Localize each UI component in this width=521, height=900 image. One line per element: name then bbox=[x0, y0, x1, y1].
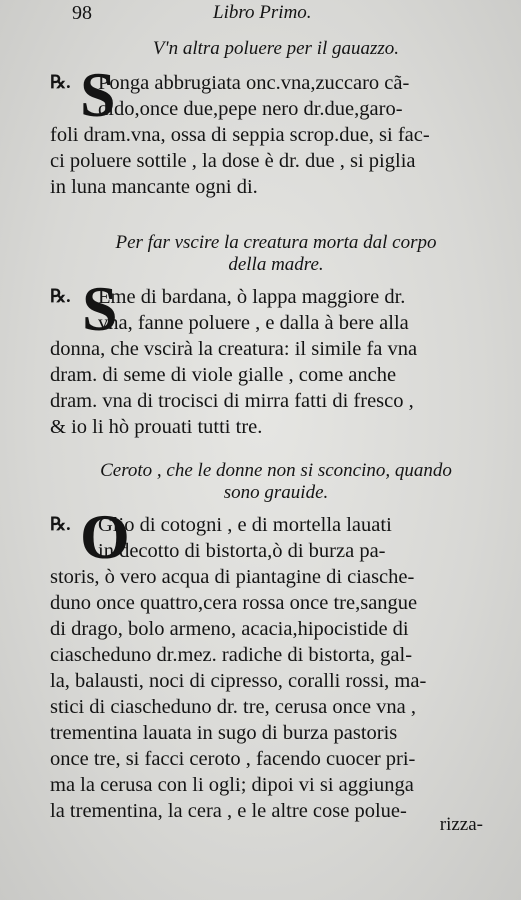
text-line: di drago, bolo armeno, acacia,hipocistide di bbox=[50, 618, 409, 640]
recipe-heading: della madre. bbox=[228, 254, 324, 275]
text-line: donna, che vscirà la creatura: il simile fa vna bbox=[50, 338, 418, 360]
text-line: dido,once due,pepe nero dr.due,garo- bbox=[98, 98, 403, 120]
recipe-section-3 bbox=[50, 460, 502, 824]
text-line: ciascheduno dr.mez. radiche di bistorta, gal- bbox=[50, 644, 413, 666]
recipe-heading: Per far vscire la creatura morta dal corpo bbox=[115, 232, 437, 253]
text-line: vna, fanne poluere , e dalla à bere alla bbox=[98, 312, 409, 334]
text-line: once tre, si facci ceroto , facendo cuocer pri- bbox=[50, 748, 416, 770]
recipe-symbol: ℞. bbox=[50, 72, 71, 92]
recipe-heading: Ceroto , che le donne non si sconcino, quando bbox=[100, 460, 452, 481]
text-line: trementina lauata in sugo di burza pastoris bbox=[50, 722, 398, 744]
recipe-heading: sono grauide. bbox=[223, 482, 329, 503]
text-line: dram. di seme di viole gialle , come anche bbox=[50, 364, 397, 386]
text-line: & io li hò prouati tutti tre. bbox=[50, 416, 263, 438]
drop-cap: O bbox=[80, 501, 130, 572]
drop-cap: S bbox=[82, 273, 118, 344]
text-line: Ponga abbrugiata onc.vna,zuccaro cã- bbox=[98, 72, 410, 94]
text-line: stici di ciascheduno dr. tre, cerusa once vna , bbox=[50, 696, 417, 718]
text-line: storis, ò vero acqua di piantagine di ciasche- bbox=[50, 566, 415, 588]
text-line: dram. vna di trocisci di mirra fatti di fresco , bbox=[50, 390, 414, 412]
text-line: la trementina, la cera , e le altre cose polue- bbox=[50, 800, 407, 822]
page-header bbox=[0, 2, 521, 26]
recipe-section-1 bbox=[50, 38, 502, 200]
text-line: Eme di bardana, ò lappa maggiore dr. bbox=[98, 286, 406, 308]
text-line: ma la cerusa con li ogli; dipoi vi si aggiunga bbox=[50, 774, 414, 796]
recipe-symbol: ℞. bbox=[50, 286, 71, 306]
drop-cap: S bbox=[80, 59, 116, 130]
text-line: in decotto di bistorta,ò di burza pa- bbox=[98, 540, 386, 562]
page-number: 98 bbox=[72, 2, 92, 24]
recipe-section-2 bbox=[50, 232, 502, 440]
text-line: ci poluere sottile , la dose è dr. due , si piglia bbox=[50, 150, 416, 172]
text-line: in luna mancante ogni di. bbox=[50, 176, 258, 198]
catchword: rizza- bbox=[439, 814, 483, 835]
text-line: foli dram.vna, ossa di seppia scrop.due, si fac- bbox=[50, 124, 430, 146]
recipe-symbol: ℞. bbox=[50, 514, 71, 534]
running-title: Libro Primo. bbox=[213, 2, 312, 23]
text-line: Glio di cotogni , e di mortella lauati bbox=[98, 514, 392, 536]
text-line: la, balausti, noci di cipresso, coralli rossi, ma- bbox=[50, 670, 427, 692]
recipe-heading: V'n altra poluere per il gauazzo. bbox=[152, 38, 400, 59]
text-line: duno once quattro,cera rossa once tre,sangue bbox=[50, 592, 418, 614]
